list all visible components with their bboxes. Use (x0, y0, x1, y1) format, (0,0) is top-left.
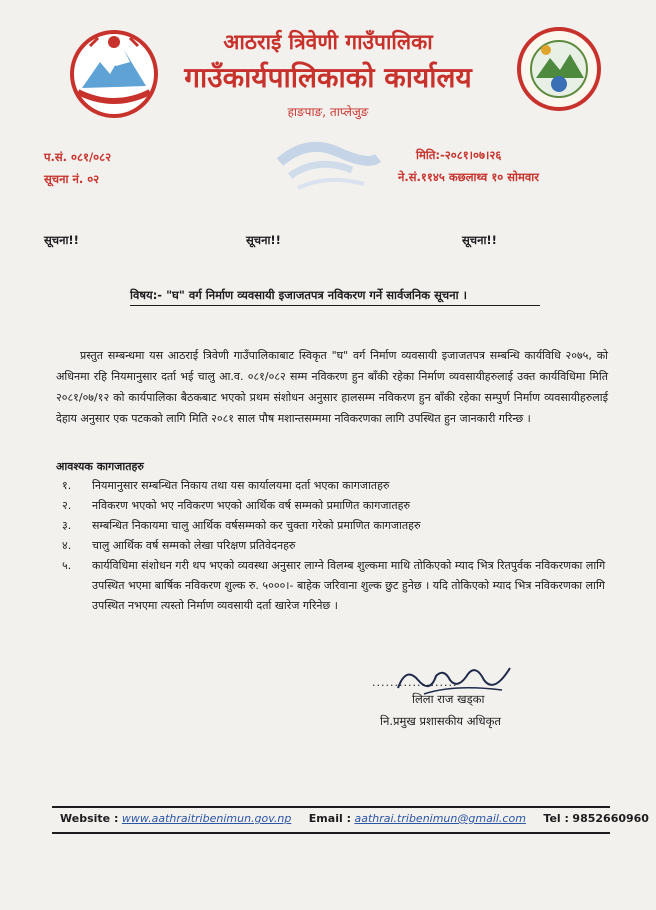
nepal-sambat-date: ने.सं.११४५ कछलाथ्व १० सोमवार (398, 170, 539, 184)
list-item (58, 536, 610, 556)
notice-subject: विषय:- "घ" वर्ग निर्माण व्यवसायी इजाजतपत्र नविकरण गर्ने सार्वजनिक सूचना । (130, 288, 540, 306)
notice-number: सूचना नं. ०२ (44, 172, 100, 186)
office-address: हाङपाङ, ताप्लेजुङ (287, 105, 369, 119)
list-item-number: ३. (62, 519, 72, 532)
email-link[interactable]: aathrai.tribenimun@gmail.com (354, 812, 526, 825)
body-paragraph: प्रस्तुत सम्बन्धमा यस आठराई त्रिवेणी गाउँपालिकाबाट स्विकृत "घ" वर्ग निर्माण व्यवसायी इजाजतपत्र सम्बन्धि कार्यविधि २०७५, को अधिनमा रहि नियमानुसार दर्ता भई चालु आ.व. ०८१/०८२ सम्म नविकरण हुन बाँकी रहेका निर्माण व्यवसायीहरुलाई उक्त कार्यविधिमा मिति २०८१/०७/१२ को कार्यपालिका बैठकबाट भएको प्रथम संशोधन अनुसार हालसम्म नविकरण हुन बाँकी रहेका सम्पुर्ण निर्माण व्यवसायीहरुलाई देहाय अनुसार एक पटकको लागि मिति २०८१ साल पौष मशान्तसम्ममा नविकरणका लागि उपस्थित हुन जानकारी गरिन्छ । (56, 349, 608, 425)
office-stamp (268, 118, 386, 196)
list-item-number: २. (62, 499, 72, 512)
list-item-text: कार्यविधिमा संशोधन गरी थप भएको व्यवस्था अनुसार लाग्ने विलम्ब शुल्कमा माथि तोकिएको म्याद भित्र रितपुर्वक नविकरणका लागि उपस्थित भएमा बार्षिक नविकरण शुल्क रु. ५०००।- बाहेक जरिवाना शुल्क छुट हुनेछ । यदि तोकिएको म्याद भित्र नविकरणका लागि उपस्थित नभएमा त्यस्तो निर्माण व्यवसायी दर्ता खारेज गरिनेछ । (92, 559, 606, 612)
list-item-text: चालु आर्थिक वर्ष सम्मको लेखा परिक्षण प्रतिवेदनहरु (92, 539, 296, 552)
signature-line: ................... (372, 676, 458, 689)
municipality-name: आठराई त्रिवेणी गाउँपालिका (223, 30, 433, 54)
signatory-title: नि.प्रमुख प्रशासकीय अधिकृत (380, 714, 501, 728)
tel-label: Tel : (543, 812, 569, 825)
requirements-list (58, 476, 610, 616)
list-item-text: सम्बन्धित निकायमा चालु आर्थिक वर्षसम्मको कर चुक्ता गरेको प्रमाणित कागजातहरु (92, 519, 421, 532)
list-item-number: १. (62, 479, 72, 492)
reference-number: प.सं. ०८१/०८२ (44, 150, 112, 164)
list-item-number: ४. (62, 539, 72, 552)
website-label: Website : (60, 812, 119, 825)
footer-contact (60, 812, 649, 825)
list-item (58, 476, 610, 496)
list-item-number: ५. (62, 559, 72, 572)
website-link[interactable]: www.aathraitribenimun.gov.np (121, 812, 292, 825)
list-item (58, 516, 610, 536)
notice-word-1: सूचना!! (44, 233, 79, 247)
office-name: गाउँकार्यपालिकाको कार्यालय (184, 61, 472, 94)
signatory-name: लिला राज खड्का (412, 692, 485, 706)
notice-date: मिति:-२०८१।०७।२६ (416, 148, 502, 162)
notice-word-3: सूचना!! (462, 233, 497, 247)
requirements-heading: आवश्यक कागजातहरु (56, 460, 144, 473)
notice-word-2: सूचना!! (246, 233, 281, 247)
list-item (58, 496, 610, 516)
list-item (58, 556, 610, 616)
list-item-text: नियमानुसार सम्बन्धित निकाय तथा यस कार्यालयमा दर्ता भएका कागजातहरु (92, 479, 390, 492)
list-item-text: नविकरण भएको भए नविकरण भएको आर्थिक वर्ष सम्मको प्रमाणित कागजातहरु (92, 499, 411, 512)
telephone-number: 9852660960 (572, 812, 649, 825)
email-label: Email : (308, 812, 351, 825)
footer-divider-bottom (52, 832, 610, 834)
footer-divider-top (52, 806, 610, 808)
